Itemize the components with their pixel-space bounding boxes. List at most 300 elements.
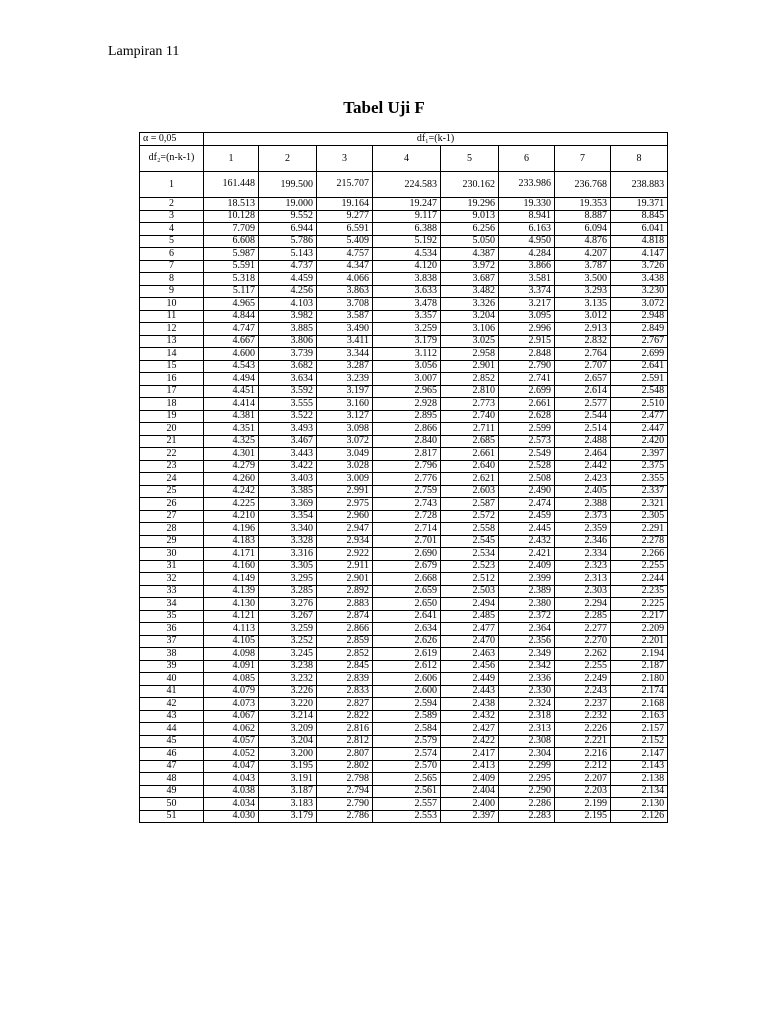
table-cell: 4.103 (259, 298, 317, 311)
table-row (140, 785, 668, 798)
table-cell: 7.709 (204, 223, 259, 236)
table-cell: 2.874 (317, 610, 373, 623)
row-df: 45 (140, 735, 204, 748)
table-cell: 9.552 (259, 210, 317, 223)
table-cell: 2.413 (441, 760, 499, 773)
table-cell: 2.400 (441, 798, 499, 811)
table-cell: 2.711 (441, 423, 499, 436)
table-cell: 3.197 (317, 385, 373, 398)
row-df: 46 (140, 748, 204, 761)
table-cell: 2.321 (611, 498, 668, 511)
table-cell: 4.057 (204, 735, 259, 748)
table-cell: 2.626 (373, 635, 441, 648)
table-cell: 2.892 (317, 585, 373, 598)
table-row (140, 473, 668, 486)
table-cell: 2.534 (441, 548, 499, 561)
table-cell: 19.164 (317, 198, 373, 211)
table-cell: 2.685 (441, 435, 499, 448)
row-df: 2 (140, 198, 204, 211)
table-cell: 3.287 (317, 360, 373, 373)
table-cell: 2.523 (441, 560, 499, 573)
table-cell: 3.252 (259, 635, 317, 648)
table-cell: 3.838 (373, 273, 441, 286)
table-cell: 4.757 (317, 248, 373, 261)
table-cell: 4.667 (204, 335, 259, 348)
column-header: 8 (611, 146, 668, 172)
table-cell: 2.901 (441, 360, 499, 373)
table-row (140, 735, 668, 748)
table-cell: 2.283 (499, 810, 555, 823)
table-cell: 4.052 (204, 748, 259, 761)
table-cell: 3.230 (611, 285, 668, 298)
table-cell: 2.266 (611, 548, 668, 561)
table-row (140, 198, 668, 211)
table-row (140, 685, 668, 698)
table-cell: 2.285 (555, 610, 611, 623)
row-df: 20 (140, 423, 204, 436)
row-df: 38 (140, 648, 204, 661)
f-table (139, 132, 668, 823)
table-cell: 4.121 (204, 610, 259, 623)
table-cell: 3.187 (259, 785, 317, 798)
table-cell: 3.217 (499, 298, 555, 311)
table-cell: 2.373 (555, 510, 611, 523)
table-cell: 2.594 (373, 698, 441, 711)
table-cell: 3.112 (373, 348, 441, 361)
table-row (140, 560, 668, 573)
table-cell: 2.743 (373, 498, 441, 511)
row-df: 26 (140, 498, 204, 511)
table-cell: 4.149 (204, 573, 259, 586)
table-cell: 2.570 (373, 760, 441, 773)
table-row (140, 510, 668, 523)
table-cell: 2.355 (611, 473, 668, 486)
table-cell: 3.739 (259, 348, 317, 361)
table-cell: 2.423 (555, 473, 611, 486)
table-cell: 4.225 (204, 498, 259, 511)
table-cell: 2.324 (499, 698, 555, 711)
table-cell: 6.608 (204, 235, 259, 248)
column-header: 6 (499, 146, 555, 172)
table-row (140, 273, 668, 286)
table-cell: 4.459 (259, 273, 317, 286)
table-row (140, 248, 668, 261)
table-cell: 4.747 (204, 323, 259, 336)
table-cell: 2.337 (611, 485, 668, 498)
row-df: 24 (140, 473, 204, 486)
table-row (140, 535, 668, 548)
table-cell: 2.807 (317, 748, 373, 761)
table-cell: 2.544 (555, 410, 611, 423)
table-cell: 3.385 (259, 485, 317, 498)
table-cell: 2.810 (441, 385, 499, 398)
table-cell: 215.707 (317, 172, 373, 198)
table-cell: 2.180 (611, 673, 668, 686)
table-cell: 3.555 (259, 398, 317, 411)
table-row (140, 773, 668, 786)
table-cell: 3.482 (441, 285, 499, 298)
table-cell: 2.255 (611, 560, 668, 573)
table-cell: 2.375 (611, 460, 668, 473)
table-cell: 2.194 (611, 648, 668, 661)
row-df: 42 (140, 698, 204, 711)
table-cell: 2.255 (555, 660, 611, 673)
table-cell: 2.996 (499, 323, 555, 336)
table-cell: 2.934 (317, 535, 373, 548)
table-cell: 2.235 (611, 585, 668, 598)
table-cell: 2.449 (441, 673, 499, 686)
table-row (140, 410, 668, 423)
row-df: 12 (140, 323, 204, 336)
table-row (140, 335, 668, 348)
table-cell: 2.508 (499, 473, 555, 486)
table-cell: 3.232 (259, 673, 317, 686)
table-cell: 3.106 (441, 323, 499, 336)
table-cell: 10.128 (204, 210, 259, 223)
table-cell: 3.490 (317, 323, 373, 336)
table-cell: 2.380 (499, 598, 555, 611)
table-cell: 3.403 (259, 473, 317, 486)
table-row (140, 373, 668, 386)
table-cell: 2.244 (611, 573, 668, 586)
table-row (140, 435, 668, 448)
table-cell: 3.056 (373, 360, 441, 373)
table-cell: 3.179 (259, 810, 317, 823)
table-cell: 2.852 (441, 373, 499, 386)
table-cell: 4.381 (204, 410, 259, 423)
table-cell: 3.634 (259, 373, 317, 386)
table-cell: 4.147 (611, 248, 668, 261)
table-cell: 2.291 (611, 523, 668, 536)
table-cell: 2.790 (499, 360, 555, 373)
table-cell: 4.387 (441, 248, 499, 261)
row-df: 14 (140, 348, 204, 361)
table-cell: 5.987 (204, 248, 259, 261)
table-row (140, 348, 668, 361)
table-row (140, 210, 668, 223)
table-cell: 3.200 (259, 748, 317, 761)
table-row (140, 223, 668, 236)
table-cell: 2.420 (611, 435, 668, 448)
table-cell: 3.438 (611, 273, 668, 286)
table-cell: 2.776 (373, 473, 441, 486)
table-cell: 2.442 (555, 460, 611, 473)
table-cell: 2.463 (441, 648, 499, 661)
table-cell: 2.845 (317, 660, 373, 673)
row-df: 27 (140, 510, 204, 523)
table-cell: 3.049 (317, 448, 373, 461)
table-cell: 161.448 (204, 172, 259, 198)
table-cell: 4.034 (204, 798, 259, 811)
table-cell: 3.592 (259, 385, 317, 398)
table-cell: 2.126 (611, 810, 668, 823)
table-cell: 3.316 (259, 548, 317, 561)
table-cell: 2.591 (611, 373, 668, 386)
table-cell: 4.183 (204, 535, 259, 548)
table-cell: 19.000 (259, 198, 317, 211)
table-cell: 19.296 (441, 198, 499, 211)
table-cell: 2.305 (611, 510, 668, 523)
row-df: 7 (140, 260, 204, 273)
table-cell: 2.209 (611, 623, 668, 636)
table-row (140, 598, 668, 611)
table-cell: 2.812 (317, 735, 373, 748)
table-cell: 2.237 (555, 698, 611, 711)
table-cell: 2.822 (317, 710, 373, 723)
table-cell: 3.127 (317, 410, 373, 423)
table-row (140, 385, 668, 398)
table-cell: 4.543 (204, 360, 259, 373)
table-cell: 2.503 (441, 585, 499, 598)
row-df: 50 (140, 798, 204, 811)
table-cell: 2.409 (441, 773, 499, 786)
table-row-df-1 (140, 172, 668, 198)
table-row (140, 748, 668, 761)
table-cell: 3.467 (259, 435, 317, 448)
table-cell: 2.641 (611, 360, 668, 373)
table-cell: 3.478 (373, 298, 441, 311)
row-df: 43 (140, 710, 204, 723)
table-cell: 4.120 (373, 260, 441, 273)
row-df: 44 (140, 723, 204, 736)
row-df: 37 (140, 635, 204, 648)
table-cell: 238.883 (611, 172, 668, 198)
table-cell: 2.438 (441, 698, 499, 711)
table-cell: 4.066 (317, 273, 373, 286)
table-cell: 2.759 (373, 485, 441, 498)
table-row (140, 260, 668, 273)
table-cell: 4.950 (499, 235, 555, 248)
table-row (140, 485, 668, 498)
table-cell: 2.606 (373, 673, 441, 686)
table-cell: 4.737 (259, 260, 317, 273)
table-cell: 2.883 (317, 598, 373, 611)
table-cell: 8.941 (499, 210, 555, 223)
row-df: 29 (140, 535, 204, 548)
table-cell: 4.085 (204, 673, 259, 686)
table-cell: 4.047 (204, 760, 259, 773)
table-cell: 2.866 (317, 623, 373, 636)
table-cell: 2.849 (611, 323, 668, 336)
table-row (140, 323, 668, 336)
table-cell: 2.589 (373, 710, 441, 723)
table-cell: 2.574 (373, 748, 441, 761)
row-df: 13 (140, 335, 204, 348)
table-cell: 9.117 (373, 210, 441, 223)
table-cell: 2.372 (499, 610, 555, 623)
row-df: 40 (140, 673, 204, 686)
table-cell: 6.041 (611, 223, 668, 236)
table-row (140, 810, 668, 823)
table-cell: 2.490 (499, 485, 555, 498)
table-cell: 3.326 (441, 298, 499, 311)
table-cell: 19.353 (555, 198, 611, 211)
table-row (140, 548, 668, 561)
table-cell: 3.500 (555, 273, 611, 286)
table-cell: 2.657 (555, 373, 611, 386)
table-cell: 2.557 (373, 798, 441, 811)
table-cell: 3.226 (259, 685, 317, 698)
table-cell: 2.470 (441, 635, 499, 648)
table-cell: 2.728 (373, 510, 441, 523)
table-cell: 2.767 (611, 335, 668, 348)
table-cell: 2.485 (441, 610, 499, 623)
table-cell: 3.787 (555, 260, 611, 273)
table-cell: 3.493 (259, 423, 317, 436)
table-cell: 3.028 (317, 460, 373, 473)
table-cell: 2.661 (441, 448, 499, 461)
table-cell: 4.043 (204, 773, 259, 786)
table-cell: 3.209 (259, 723, 317, 736)
table-cell: 2.356 (499, 635, 555, 648)
table-cell: 2.764 (555, 348, 611, 361)
table-cell: 2.796 (373, 460, 441, 473)
row-df: 49 (140, 785, 204, 798)
table-cell: 2.303 (555, 585, 611, 598)
table-cell: 4.534 (373, 248, 441, 261)
row-df: 21 (140, 435, 204, 448)
table-cell: 4.260 (204, 473, 259, 486)
table-cell: 2.786 (317, 810, 373, 823)
table-cell: 233.986 (499, 172, 555, 198)
table-cell: 4.965 (204, 298, 259, 311)
row-df: 48 (140, 773, 204, 786)
df2-label: df₂=(n-k-1) (140, 146, 204, 172)
table-row (140, 360, 668, 373)
table-cell: 2.650 (373, 598, 441, 611)
table-cell: 2.510 (611, 398, 668, 411)
df1-label: df₁=(k-1) (204, 133, 668, 146)
table-cell: 2.221 (555, 735, 611, 748)
table-cell: 2.249 (555, 673, 611, 686)
table-cell: 3.276 (259, 598, 317, 611)
table-cell: 3.328 (259, 535, 317, 548)
table-cell: 2.528 (499, 460, 555, 473)
table-cell: 2.388 (555, 498, 611, 511)
table-cell: 5.409 (317, 235, 373, 248)
table-row (140, 760, 668, 773)
table-row (140, 235, 668, 248)
table-cell: 2.143 (611, 760, 668, 773)
row-df: 31 (140, 560, 204, 573)
table-cell: 2.459 (499, 510, 555, 523)
table-cell: 3.098 (317, 423, 373, 436)
row-df: 22 (140, 448, 204, 461)
table-cell: 2.833 (317, 685, 373, 698)
table-cell: 2.187 (611, 660, 668, 673)
table-cell: 9.277 (317, 210, 373, 223)
table-cell: 3.239 (317, 373, 373, 386)
table-cell: 6.591 (317, 223, 373, 236)
table-cell: 5.143 (259, 248, 317, 261)
alpha-label: α = 0,05 (140, 133, 204, 146)
table-cell: 3.007 (373, 373, 441, 386)
table-cell: 2.512 (441, 573, 499, 586)
table-cell: 4.030 (204, 810, 259, 823)
table-cell: 3.340 (259, 523, 317, 536)
table-row (140, 310, 668, 323)
table-cell: 2.577 (555, 398, 611, 411)
table-cell: 2.295 (499, 773, 555, 786)
table-cell: 2.364 (499, 623, 555, 636)
table-row (140, 673, 668, 686)
table-cell: 2.494 (441, 598, 499, 611)
table-cell: 2.286 (499, 798, 555, 811)
table-cell: 2.948 (611, 310, 668, 323)
table-cell: 2.421 (499, 548, 555, 561)
table-cell: 3.587 (317, 310, 373, 323)
table-cell: 2.404 (441, 785, 499, 798)
table-row (140, 585, 668, 598)
table-cell: 3.422 (259, 460, 317, 473)
table-cell: 2.612 (373, 660, 441, 673)
table-cell: 5.786 (259, 235, 317, 248)
table-cell: 3.135 (555, 298, 611, 311)
table-cell: 4.171 (204, 548, 259, 561)
table-cell: 3.687 (441, 273, 499, 286)
row-df: 3 (140, 210, 204, 223)
table-cell: 3.191 (259, 773, 317, 786)
table-cell: 2.477 (441, 623, 499, 636)
table-cell: 5.318 (204, 273, 259, 286)
table-cell: 2.922 (317, 548, 373, 561)
table-cell: 2.225 (611, 598, 668, 611)
table-cell: 19.330 (499, 198, 555, 211)
table-row (140, 698, 668, 711)
table-cell: 2.152 (611, 735, 668, 748)
table-cell: 3.183 (259, 798, 317, 811)
table-cell: 236.768 (555, 172, 611, 198)
table-row (140, 423, 668, 436)
table-cell: 2.456 (441, 660, 499, 673)
table-cell: 2.790 (317, 798, 373, 811)
table-cell: 6.388 (373, 223, 441, 236)
table-cell: 2.690 (373, 548, 441, 561)
row-df: 28 (140, 523, 204, 536)
table-cell: 4.414 (204, 398, 259, 411)
table-cell: 6.094 (555, 223, 611, 236)
table-row (140, 298, 668, 311)
table-cell: 3.285 (259, 585, 317, 598)
table-cell: 2.600 (373, 685, 441, 698)
table-cell: 6.256 (441, 223, 499, 236)
row-df: 41 (140, 685, 204, 698)
table-cell: 3.866 (499, 260, 555, 273)
row-df: 47 (140, 760, 204, 773)
table-cell: 4.279 (204, 460, 259, 473)
table-cell: 4.038 (204, 785, 259, 798)
row-df: 16 (140, 373, 204, 386)
table-row (140, 448, 668, 461)
table-cell: 3.072 (317, 435, 373, 448)
table-cell: 2.584 (373, 723, 441, 736)
row-df: 11 (140, 310, 204, 323)
row-df: 30 (140, 548, 204, 561)
table-cell: 2.432 (441, 710, 499, 723)
table-cell: 2.866 (373, 423, 441, 436)
table-cell: 2.549 (499, 448, 555, 461)
row-df: 39 (140, 660, 204, 673)
table-cell: 5.192 (373, 235, 441, 248)
table-cell: 2.409 (499, 560, 555, 573)
table-cell: 2.913 (555, 323, 611, 336)
table-cell: 2.628 (499, 410, 555, 423)
table-cell: 2.661 (499, 398, 555, 411)
table-cell: 3.369 (259, 498, 317, 511)
table-cell: 4.494 (204, 373, 259, 386)
table-cell: 2.621 (441, 473, 499, 486)
table-cell: 4.600 (204, 348, 259, 361)
